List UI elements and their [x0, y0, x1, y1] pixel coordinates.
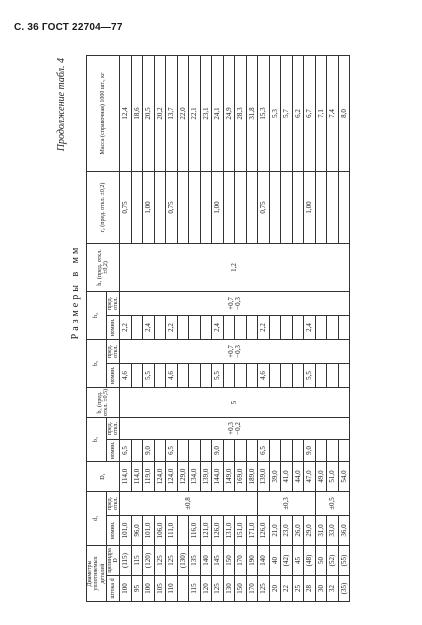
cell-h4 [223, 315, 235, 339]
cell-D: 115 [131, 545, 143, 575]
cell-r2 [235, 171, 247, 243]
cell-D1: 139,0 [200, 461, 212, 491]
cell-b5 [315, 363, 327, 387]
cell-d: 115 [189, 576, 201, 602]
cell-mass: 13,7 [166, 55, 178, 171]
cell-D: 145 [212, 545, 224, 575]
cell-d: 25 [292, 576, 304, 602]
cell-b3: 5 [120, 387, 350, 417]
table-row [177, 55, 189, 601]
table-row [131, 55, 143, 601]
cell-b5: 5,5 [143, 363, 155, 387]
cell-h4 [200, 315, 212, 339]
cell-D: 140 [258, 545, 270, 575]
cell-d1: 101,0 [143, 515, 155, 545]
cell-mass: 6,2 [292, 55, 304, 171]
cell-D1: 39,0 [269, 461, 281, 491]
cell-b5 [292, 363, 304, 387]
table-row [223, 55, 235, 601]
cell-r2: 0,75 [166, 171, 178, 243]
cell-r2 [200, 171, 212, 243]
cell-r2: 1,00 [304, 171, 316, 243]
cell-d: 125 [258, 576, 270, 602]
table-row [212, 55, 224, 601]
dimensions-table [86, 55, 350, 602]
header-D: цилиндра D [106, 545, 120, 575]
cell-b5: 5,5 [212, 363, 224, 387]
cell-d1: 23,0 [281, 515, 293, 545]
cell-d1: 101,0 [120, 515, 132, 545]
cell-r2 [338, 171, 350, 243]
cell-D: 135 [189, 545, 201, 575]
table-row [143, 55, 155, 601]
cell-D1: 134,0 [189, 461, 201, 491]
cell-d1-tol: ±0,8 [120, 491, 258, 515]
cell-b5 [281, 363, 293, 387]
cell-mass: 23,1 [200, 55, 212, 171]
cell-b5 [131, 363, 143, 387]
cell-D: 190 [246, 545, 258, 575]
cell-b5-tol: +0,7 −0,3 [120, 339, 350, 363]
cell-b5 [177, 363, 189, 387]
cell-d1: 116,0 [189, 515, 201, 545]
cell-r2 [281, 171, 293, 243]
cell-b2 [154, 439, 166, 461]
cell-d: 120 [200, 576, 212, 602]
cell-d1: 29,0 [304, 515, 316, 545]
cell-h4 [269, 315, 281, 339]
cell-d1: 131,0 [223, 515, 235, 545]
cell-b2 [327, 439, 339, 461]
cell-b2 [200, 439, 212, 461]
header-mass: Масса (справочная) 1000 шт., кг [87, 55, 120, 171]
header-b2-nom: номин. [106, 439, 120, 461]
cell-d: 100 [120, 576, 132, 602]
page-header: С. 36 ГОСТ 22704—77 [14, 22, 123, 33]
cell-mass: 24,1 [212, 55, 224, 171]
cell-r2: 1,00 [212, 171, 224, 243]
cell-h4: 2,2 [120, 315, 132, 339]
cell-d: 170 [246, 576, 258, 602]
cell-h4 [281, 315, 293, 339]
cell-d: 22 [281, 576, 293, 602]
cell-h7: 1,2 [120, 243, 350, 291]
cell-D: (115) [120, 545, 132, 575]
cell-D1: 44,0 [292, 461, 304, 491]
cell-d: 130 [223, 576, 235, 602]
cell-D1: 114,0 [131, 461, 143, 491]
cell-r2 [177, 171, 189, 243]
cell-b2: 6,5 [120, 439, 132, 461]
cell-d: 20 [269, 576, 281, 602]
cell-d [177, 576, 189, 602]
cell-r2 [327, 171, 339, 243]
cell-h4 [327, 315, 339, 339]
cell-D1: 54,0 [338, 461, 350, 491]
table-row [246, 55, 258, 601]
header-d1: d₁ [87, 491, 107, 545]
table-row [189, 55, 201, 601]
cell-d: 95 [131, 576, 143, 602]
cell-d: 32 [327, 576, 339, 602]
table-row [269, 55, 281, 601]
cell-D1: 119,0 [143, 461, 155, 491]
cell-b2 [223, 439, 235, 461]
header-d: штока d [106, 576, 120, 602]
cell-d1: 33,0 [327, 515, 339, 545]
cell-mass: 5,3 [269, 55, 281, 171]
header-b5: b₅ [87, 339, 107, 387]
table-row [304, 55, 316, 601]
cell-mass: 20,5 [143, 55, 155, 171]
cell-b2 [281, 439, 293, 461]
cell-D1: 189,0 [246, 461, 258, 491]
table-row [200, 55, 212, 601]
cell-D1: 41,0 [281, 461, 293, 491]
cell-D1: 139,0 [258, 461, 270, 491]
cell-b2 [292, 439, 304, 461]
cell-D: 140 [200, 545, 212, 575]
cell-d: 28 [304, 576, 316, 602]
cell-mass: 12,4 [120, 55, 132, 171]
cell-d1: 126,0 [212, 515, 224, 545]
cell-d: 100 [143, 576, 155, 602]
table-row [292, 55, 304, 601]
cell-h4 [235, 315, 247, 339]
header-b3: b₃ (пред. откл. ±0,5) [87, 387, 120, 417]
table-row [120, 55, 132, 601]
cell-D: (55) [338, 545, 350, 575]
rotated-table-block [56, 56, 406, 602]
cell-D: 150 [223, 545, 235, 575]
cell-r2 [131, 171, 143, 243]
header-b2: b₂ [87, 417, 107, 461]
cell-D1: 47,0 [304, 461, 316, 491]
cell-mass: 15,3 [258, 55, 270, 171]
cell-b5: 4,6 [166, 363, 178, 387]
header-d1-tol: пред. откл. [106, 491, 120, 515]
cell-r2 [246, 171, 258, 243]
cell-b5: 5,5 [304, 363, 316, 387]
cell-D: 40 [269, 545, 281, 575]
cell-d1: 126,0 [258, 515, 270, 545]
cell-r2 [223, 171, 235, 243]
table-row [281, 55, 293, 601]
cell-h4: 2,4 [212, 315, 224, 339]
cell-D: 125 [166, 545, 178, 575]
header-D1: D₁ [87, 461, 120, 491]
header-h4-nom: номин. [106, 315, 120, 339]
cell-d: 110 [166, 576, 178, 602]
cell-mass: 22,0 [177, 55, 189, 171]
cell-d1: 151,0 [235, 515, 247, 545]
cell-d1: 31,0 [315, 515, 327, 545]
cell-r2 [315, 171, 327, 243]
cell-b5 [223, 363, 235, 387]
cell-r2 [154, 171, 166, 243]
cell-mass: 31,8 [246, 55, 258, 171]
cell-b2-tol: +0,3 −0,2 [120, 417, 350, 439]
cell-D: (120) [143, 545, 155, 575]
cell-b5: 4,6 [120, 363, 132, 387]
cell-r2 [189, 171, 201, 243]
cell-mass: 8,0 [338, 55, 350, 171]
cell-h4 [315, 315, 327, 339]
cell-mass: 6,7 [304, 55, 316, 171]
cell-h4 [338, 315, 350, 339]
cell-r2 [292, 171, 304, 243]
cell-D1: 129,0 [177, 461, 189, 491]
cell-h4: 2,4 [143, 315, 155, 339]
cell-b2: 9,0 [143, 439, 155, 461]
cell-d1: 106,0 [154, 515, 166, 545]
cell-mass: 24,9 [223, 55, 235, 171]
continuation-label: Продолжение табл. 4 [56, 58, 67, 152]
table-row [315, 55, 327, 601]
cell-D1: 114,0 [120, 461, 132, 491]
cell-h4: 2,2 [258, 315, 270, 339]
cell-D: (48) [304, 545, 316, 575]
cell-d1: 26,0 [292, 515, 304, 545]
cell-mass: 7,4 [327, 55, 339, 171]
header-h4: h₄ [87, 291, 107, 339]
cell-D: 50 [315, 545, 327, 575]
cell-b2: 6,5 [258, 439, 270, 461]
cell-b5 [269, 363, 281, 387]
cell-mass: 28,3 [235, 55, 247, 171]
cell-d: (35) [338, 576, 350, 602]
header-diam-group: Диаметры уплотняемых деталей [87, 545, 107, 601]
cell-d1: 36,0 [338, 515, 350, 545]
header-b2-tol: пред. откл. [106, 417, 120, 439]
table-row [338, 55, 350, 601]
cell-mass: 7,1 [315, 55, 327, 171]
cell-h4 [246, 315, 258, 339]
header-b5-nom: номин. [106, 363, 120, 387]
cell-mass: 20,2 [154, 55, 166, 171]
cell-b2 [269, 439, 281, 461]
cell-D: 125 [154, 545, 166, 575]
cell-mass: 22,1 [189, 55, 201, 171]
table-row [327, 55, 339, 601]
cell-b5: 4,6 [258, 363, 270, 387]
cell-h4 [177, 315, 189, 339]
cell-D: 170 [235, 545, 247, 575]
cell-D: (130) [177, 545, 189, 575]
cell-b2 [189, 439, 201, 461]
cell-d1: 21,0 [269, 515, 281, 545]
cell-b5 [327, 363, 339, 387]
cell-D1: 144,0 [212, 461, 224, 491]
cell-h4 [189, 315, 201, 339]
table-row [166, 55, 178, 601]
cell-h4 [154, 315, 166, 339]
cell-b5 [154, 363, 166, 387]
cell-D1: 124,0 [154, 461, 166, 491]
cell-b5 [200, 363, 212, 387]
cell-D: (52) [327, 545, 339, 575]
cell-d1: 171,0 [246, 515, 258, 545]
header-d1-nom: номин. [106, 515, 120, 545]
cell-d1-tol: ±0,5 [315, 491, 350, 515]
cell-D: (42) [281, 545, 293, 575]
cell-r2: 1,00 [143, 171, 155, 243]
cell-h4: 2,2 [166, 315, 178, 339]
cell-d1 [177, 515, 189, 545]
cell-d: 105 [154, 576, 166, 602]
cell-D1: 169,0 [235, 461, 247, 491]
cell-h4-tol: +0,7 −0,3 [120, 291, 350, 315]
cell-D1: 49,0 [315, 461, 327, 491]
cell-d: 30 [315, 576, 327, 602]
table-row [258, 55, 270, 601]
cell-D1: 124,0 [166, 461, 178, 491]
cell-b2: 9,0 [212, 439, 224, 461]
header-b5-tol: пред. откл. [106, 339, 120, 363]
table-row [154, 55, 166, 601]
header-h7: h₇ (пред. откл. ±0,2) [87, 243, 120, 291]
cell-b5 [246, 363, 258, 387]
cell-r2: 0,75 [120, 171, 132, 243]
cell-d1: 96,0 [131, 515, 143, 545]
cell-d1: 111,0 [166, 515, 178, 545]
cell-b2 [131, 439, 143, 461]
cell-b2: 6,5 [166, 439, 178, 461]
cell-h4 [292, 315, 304, 339]
cell-r2 [269, 171, 281, 243]
header-r2: r₂ (пред. откл. ±0,2) [87, 171, 120, 243]
cell-b2: 9,0 [304, 439, 316, 461]
cell-b5 [235, 363, 247, 387]
cell-h4 [131, 315, 143, 339]
table-row [235, 55, 247, 601]
cell-b5 [189, 363, 201, 387]
header-h4-tol: пред. откл. [106, 291, 120, 315]
cell-D: 45 [292, 545, 304, 575]
cell-b2 [338, 439, 350, 461]
cell-b2 [235, 439, 247, 461]
cell-d1-tol: ±0,3 [258, 491, 316, 515]
cell-d: 150 [235, 576, 247, 602]
cell-D1: 149,0 [223, 461, 235, 491]
cell-d1: 121,0 [200, 515, 212, 545]
cell-r2: 0,75 [258, 171, 270, 243]
cell-b5 [338, 363, 350, 387]
cell-d: 125 [212, 576, 224, 602]
cell-h4: 2,4 [304, 315, 316, 339]
sizes-caption: Размеры в мм [70, 244, 81, 340]
cell-b2 [246, 439, 258, 461]
cell-mass: 18,6 [131, 55, 143, 171]
cell-D1: 51,0 [327, 461, 339, 491]
cell-b2 [177, 439, 189, 461]
cell-b2 [315, 439, 327, 461]
cell-mass: 5,7 [281, 55, 293, 171]
